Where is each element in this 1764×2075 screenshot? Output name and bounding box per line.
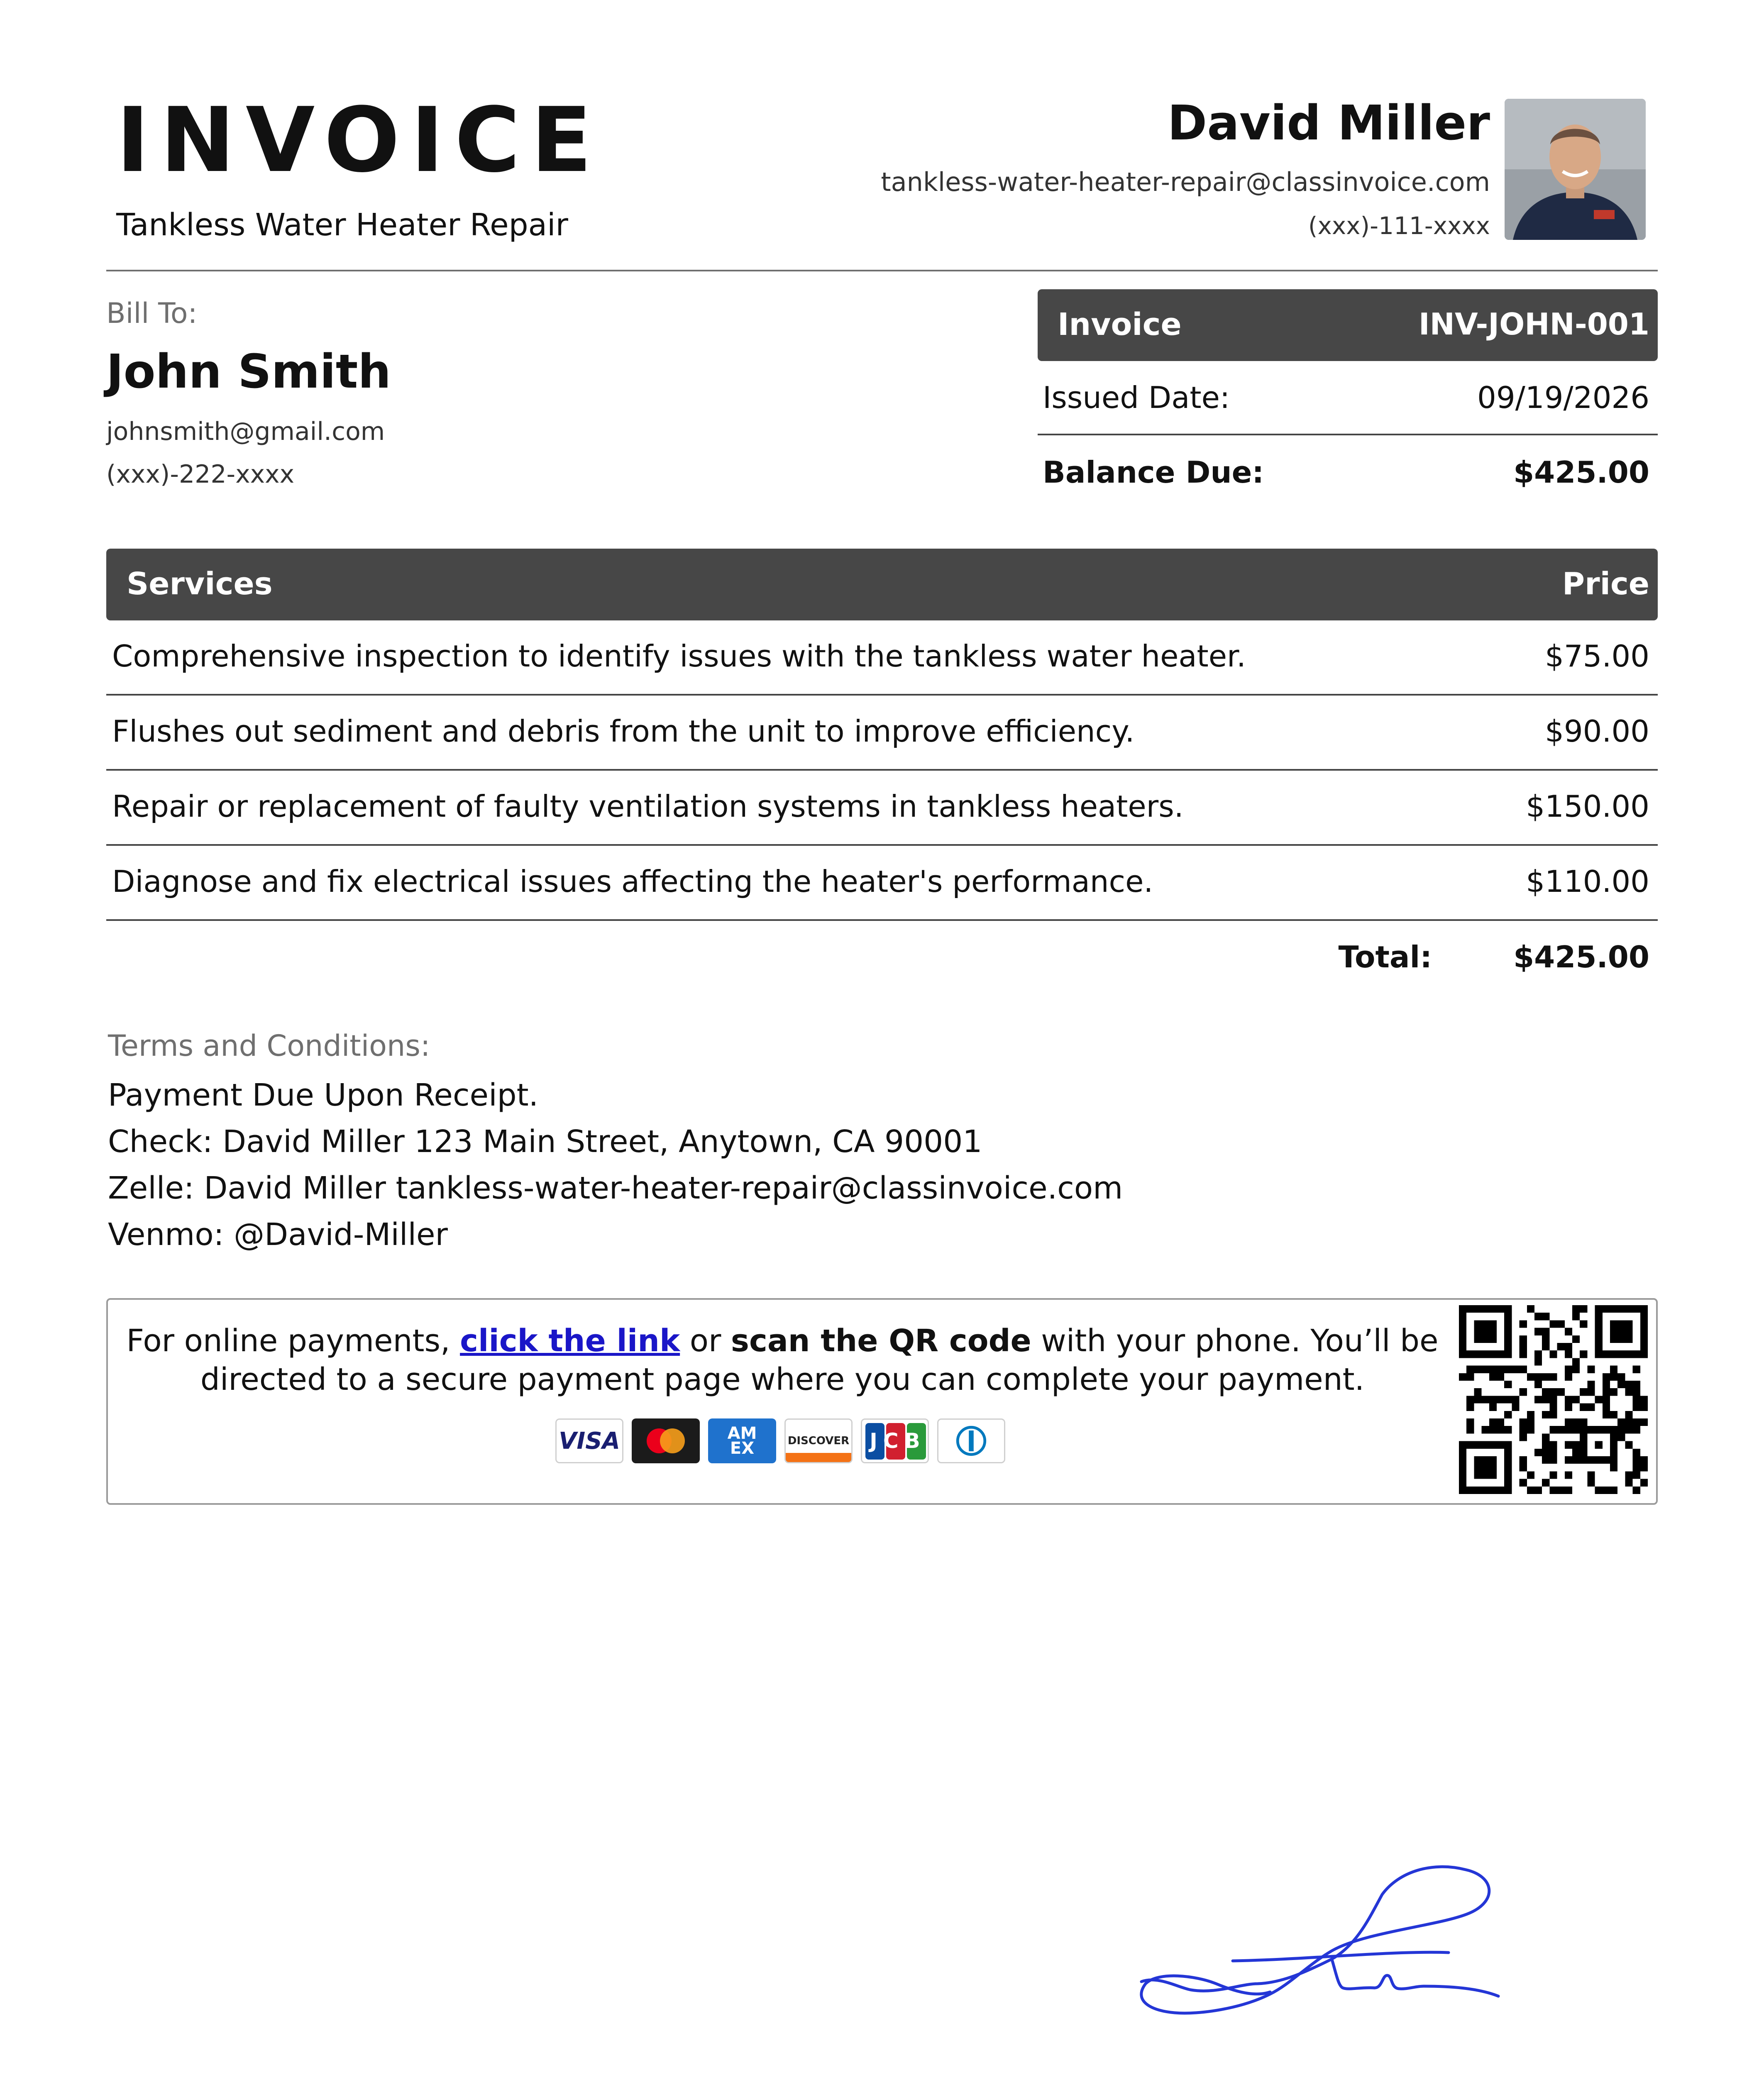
services-column-header: Services <box>127 566 273 602</box>
accepted-cards <box>555 1418 1005 1464</box>
service-price: $90.00 <box>1545 714 1649 749</box>
invoice-title: INVOICE <box>116 88 603 192</box>
qr-code-graphic <box>1459 1305 1648 1494</box>
vendor-name: David Miller <box>1167 95 1490 151</box>
table-row <box>106 846 1658 921</box>
service-price: $150.00 <box>1526 789 1649 824</box>
signature <box>1133 1851 1573 2050</box>
invoice-subtitle: Tankless Water Heater Repair <box>116 207 568 243</box>
payment-text-before: For online payments, <box>126 1323 460 1359</box>
invoice-number: INV-JOHN-001 <box>1418 307 1649 342</box>
total-label: Total: <box>1338 940 1432 974</box>
service-description: Flushes out sediment and debris from the unit to improve efficiency. <box>112 714 1135 749</box>
client-email: johnsmith@gmail.com <box>106 417 385 446</box>
header-divider <box>106 270 1658 271</box>
service-description: Repair or replacement of faulty ventilation systems in tankless heaters. <box>112 789 1184 824</box>
vendor-phone: (xxx)-111-xxxx <box>1308 212 1490 240</box>
visa-card-icon <box>555 1418 623 1463</box>
terms-line: Zelle: David Miller tankless-water-heater-repair@classinvoice.com <box>108 1170 1123 1206</box>
service-description: Comprehensive inspection to identify issues with the tankless water heater. <box>112 639 1246 674</box>
vendor-photo-icon <box>1505 99 1646 240</box>
meta-divider <box>1038 434 1658 435</box>
price-column-header: Price <box>1562 566 1649 602</box>
table-row <box>106 696 1658 771</box>
vendor-email: tankless-water-heater-repair@classinvoice.com <box>881 167 1490 197</box>
discover-label: DISCOVER <box>787 1435 850 1447</box>
table-row <box>106 620 1658 696</box>
terms-label: Terms and Conditions: <box>108 1029 430 1063</box>
vendor-avatar <box>1505 99 1646 240</box>
signature-scribble-icon <box>1133 1851 1573 2050</box>
terms-line: Venmo: @David-Miller <box>108 1217 448 1252</box>
client-name: John Smith <box>106 345 391 399</box>
terms-line: Check: David Miller 123 Main Street, Anytown, CA 90001 <box>108 1124 982 1160</box>
total-value: $425.00 <box>1513 940 1649 974</box>
service-description: Diagnose and fix electrical issues affecting the heater's performance. <box>112 864 1153 899</box>
jcb-label: JCB <box>870 1429 926 1453</box>
bill-to-label: Bill To: <box>106 297 198 330</box>
invoice-label: Invoice <box>1058 307 1182 342</box>
services-table-header <box>106 549 1658 620</box>
jcb-card-icon <box>861 1418 929 1463</box>
service-price: $110.00 <box>1526 864 1649 899</box>
qr-code-icon[interactable] <box>1459 1305 1648 1494</box>
visa-label: VISA <box>559 1427 620 1455</box>
mastercard-icon <box>632 1418 700 1463</box>
diners-circle-icon <box>938 1418 1004 1463</box>
issued-date: 09/19/2026 <box>1477 380 1649 415</box>
balance-due-value: $425.00 <box>1513 455 1649 490</box>
amex-card-icon <box>708 1418 776 1463</box>
payment-text-after: with your phone. You’ll be directed to a secure payment page where you can complete your payment. <box>200 1323 1439 1397</box>
payment-instructions <box>125 1322 1440 1399</box>
mastercard-circles-icon <box>632 1418 700 1463</box>
payment-qr-instruction: scan the QR code <box>731 1323 1031 1359</box>
discover-card-icon <box>784 1418 853 1463</box>
table-row <box>106 771 1658 846</box>
payment-link[interactable]: click the link <box>460 1323 680 1359</box>
amex-label: AM EX <box>727 1424 757 1458</box>
terms-line: Payment Due Upon Receipt. <box>108 1077 539 1113</box>
service-price: $75.00 <box>1545 639 1649 674</box>
client-phone: (xxx)-222-xxxx <box>106 460 295 489</box>
balance-due-label: Balance Due: <box>1043 455 1264 490</box>
discover-stripe <box>786 1453 853 1462</box>
issued-date-label: Issued Date: <box>1043 380 1230 415</box>
diners-club-icon <box>937 1418 1005 1463</box>
payment-text-middle: or <box>680 1323 731 1359</box>
